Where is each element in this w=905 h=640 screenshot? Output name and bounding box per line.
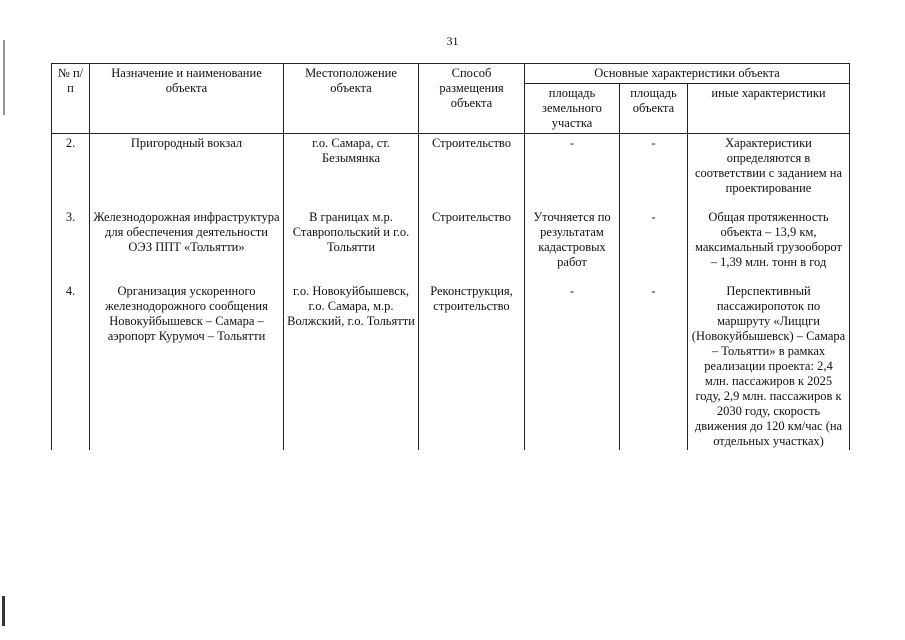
cell-method: Строительство (419, 210, 525, 270)
objects-table (51, 63, 850, 450)
page-number: 31 (446, 34, 459, 48)
header-characteristics: Основные характеристики объекта (525, 64, 850, 84)
cell-other: Характеристики определяются в соответствии с заданием на проектирование (688, 134, 850, 197)
cell-object-area: - (620, 210, 688, 270)
cell-num: 3. (52, 210, 90, 270)
cell-name: Организация ускоренного железнодорожного сообщения Новокуйбышевск – Самара – аэропорт Курумоч – Тольятти (90, 284, 284, 450)
row-spacer (52, 196, 850, 210)
cell-method: Строительство (419, 134, 525, 197)
cell-other: Общая протяженность объекта – 13,9 км, максимальный грузооборот – 1,39 млн. тонн в год (688, 210, 850, 270)
header-name: Назначение и наименование объекта (90, 64, 284, 134)
cell-object-area: - (620, 284, 688, 450)
scan-edge-mark-bottom (2, 596, 5, 626)
cell-name: Пригородный вокзал (90, 134, 284, 197)
table-row (52, 210, 850, 270)
cell-land-area: - (525, 284, 620, 450)
cell-method: Реконструкция, строительство (419, 284, 525, 450)
scan-edge-mark-top (3, 40, 5, 115)
cell-location: В границах м.р. Ставропольский и г.о. Тольятти (284, 210, 419, 270)
row-spacer (52, 270, 850, 284)
header-location: Местоположение объекта (284, 64, 419, 134)
table-header-row (52, 64, 850, 84)
cell-land-area: Уточняется по результатам кадастровых работ (525, 210, 620, 270)
cell-land-area: - (525, 134, 620, 197)
header-num: № п/п (52, 64, 90, 134)
cell-name: Железнодорожная инфраструктура для обеспечения деятельности ОЭЗ ППТ «Тольятти» (90, 210, 284, 270)
table-row (52, 134, 850, 197)
cell-location: г.о. Новокуйбышевск, г.о. Самара, м.р. Волжский, г.о. Тольятти (284, 284, 419, 450)
header-method: Способ размещения объекта (419, 64, 525, 134)
cell-object-area: - (620, 134, 688, 197)
header-object-area: площадь объекта (620, 84, 688, 134)
header-other: иные характеристики (688, 84, 850, 134)
cell-location: г.о. Самара, ст. Безымянка (284, 134, 419, 197)
cell-num: 4. (52, 284, 90, 450)
header-land-area: площадь земельного участка (525, 84, 620, 134)
cell-num: 2. (52, 134, 90, 197)
cell-other: Перспективный пассажиропоток по маршруту «Лиццги (Новокуйбышевск) – Самара – Тольятти» в рамках реализации проекта: 2,4 млн. пассажиров к 2025 году, 2,9 млн. пассажиров к 2030 году, скорость движения до 120 км/час (на отдельных участках) (688, 284, 850, 450)
table-row (52, 284, 850, 450)
